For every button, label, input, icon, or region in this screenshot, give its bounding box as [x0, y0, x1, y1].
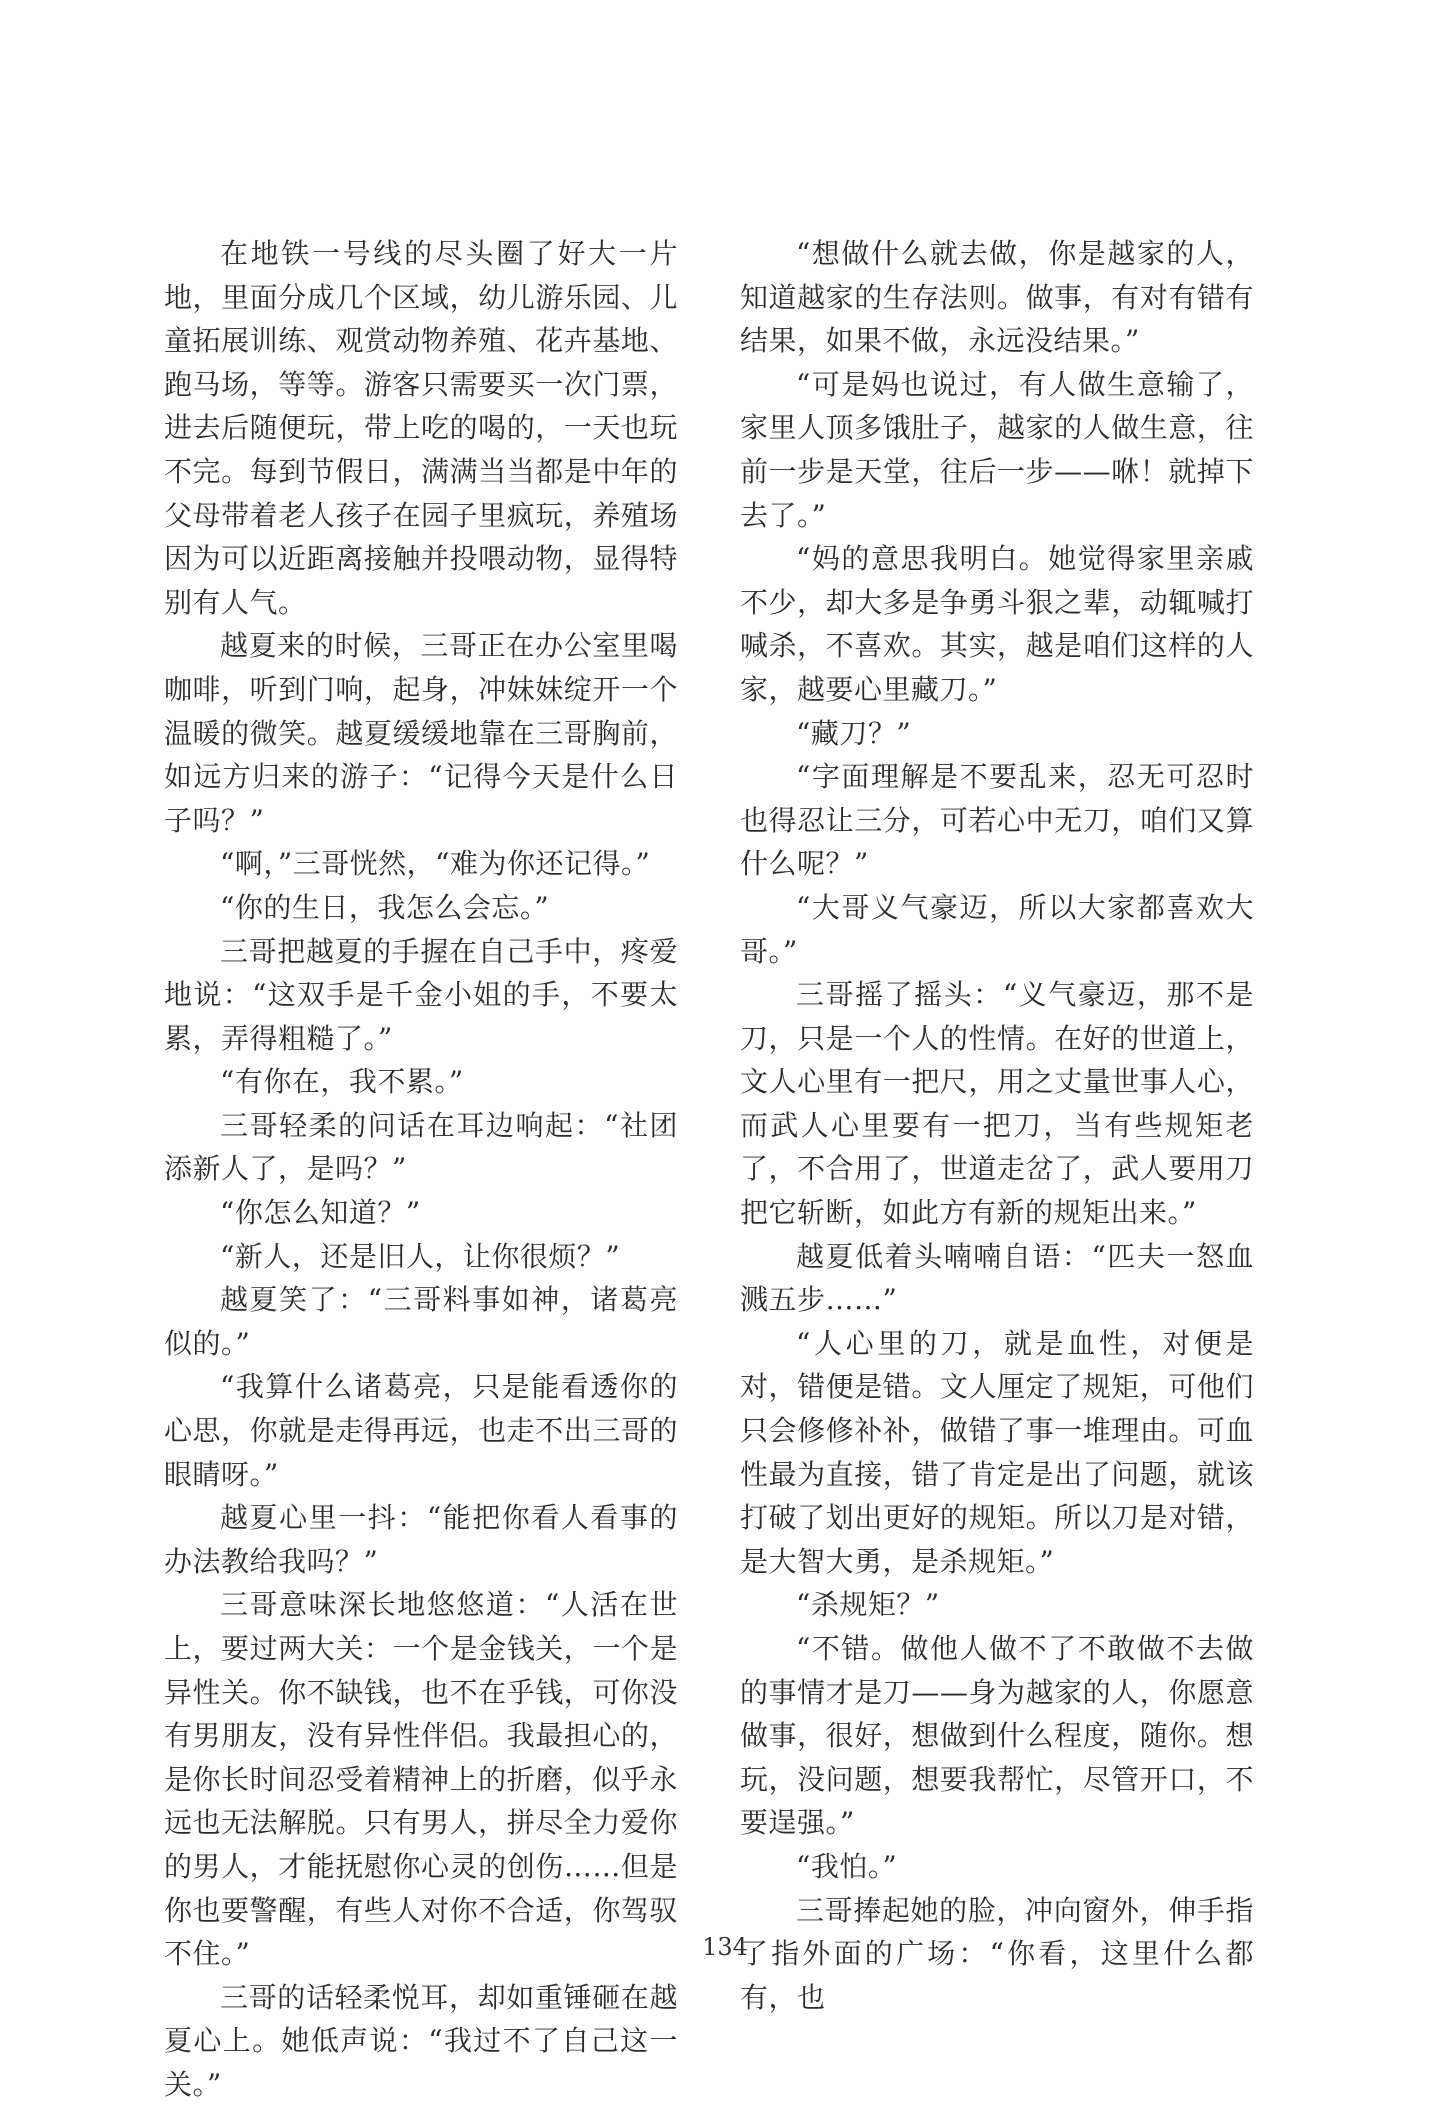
paragraph: 三哥的话轻柔悦耳，却如重锤砸在越夏心上。她低声说：“我过不了自己这一关。”	[164, 1980, 678, 2101]
paragraph: “藏刀？”	[796, 716, 912, 750]
paragraph: 三哥摇了摇头：“义气豪迈，那不是刀，只是一个人的性情。在好的世道上，文人心里有一把尺，用之丈量世事人心，而武人心里要有一把刀，当有些规矩老了，不合用了，世道走岔了，武人要用刀把它斩断，如此方有新的规矩出来。”	[740, 978, 1254, 1230]
paragraph: 三哥把越夏的手握在自己手中，疼爱地说：“这双手是千金小姐的手，不要太累，弄得粗糙了。”	[164, 934, 678, 1055]
paragraph: “大哥义气豪迈，所以大家都喜欢大哥。”	[740, 890, 1254, 968]
paragraph: 越夏笑了：“三哥料事如神，诸葛亮似的。”	[164, 1283, 678, 1360]
paragraph: 三哥捧起她的脸，冲向窗外，伸手指了指外面的广场：“你看，这里什么都有，也	[740, 1893, 1254, 2014]
paragraph: 在地铁一号线的尽头圈了好大一片地，里面分成几个区域，幼儿游乐园、儿童拓展训练、观赏动物养殖、花卉基地、跑马场，等等。游客只需要买一次门票，进去后随便玩，带上吃的喝的，一天也玩不完。每到节假日，满满当当都是中年的父母带着老人孩子在园子里疯玩，养殖场因为可以近距离接触并投喂动物，显得特别有人气。	[164, 237, 678, 619]
paragraph: “人心里的刀，就是血性，对便是对，错便是错。文人厘定了规矩，可他们只会修修补补，做错了事一堆理由。可血性最为直接，错了肯定是出了问题，就该打破了划出更好的规矩。所以刀是对错，是大智大勇，是杀规矩。”	[740, 1326, 1254, 1578]
paragraph: “可是妈也说过，有人做生意输了，家里人顶多饿肚子，越家的人做生意，往前一步是天堂，往后一步——咻！就掉下去了。”	[740, 367, 1254, 532]
paragraph: 越夏来的时候，三哥正在办公室里喝咖啡，听到门响，起身，冲妹妹绽开一个温暖的微笑。越夏缓缓地靠在三哥胸前，如远方归来的游子：“记得今天是什么日子吗？”	[164, 629, 678, 837]
paragraph: “啊，”三哥恍然，“难为你还记得。”	[220, 847, 651, 881]
paragraph: “字面理解是不要乱来，忍无可忍时也得忍让三分，可若心中无刀，咱们又算什么呢？”	[740, 760, 1254, 881]
paragraph: “有你在，我不累。”	[220, 1065, 464, 1099]
left-text-column	[164, 232, 678, 2107]
paragraph: 越夏低着头喃喃自语：“匹夫一怒血溅五步……”	[740, 1239, 1254, 1317]
page-number: 134	[702, 1933, 748, 1961]
paragraph: “你的生日，我怎么会忘。”	[220, 890, 550, 924]
paragraph: “不错。做他人做不了不敢做不去做的事情才是刀——身为越家的人，你愿意做事，很好，想做到什么程度，随你。想玩，没问题，想要我帮忙，尽管开口，不要逞强。”	[740, 1632, 1254, 1840]
paragraph: “我算什么诸葛亮，只是能看透你的心思，你就是走得再远，也走不出三哥的眼睛呀。”	[164, 1370, 678, 1491]
paragraph: “杀规矩？”	[796, 1588, 940, 1622]
paragraph: “新人，还是旧人，让你很烦？”	[220, 1239, 621, 1273]
paragraph: 三哥轻柔的问话在耳边响起：“社团添新人了，是吗？”	[164, 1108, 678, 1186]
paragraph: “想做什么就去做，你是越家的人，知道越家的生存法则。做事，有对有错有结果，如果不做，永远没结果。”	[740, 237, 1254, 358]
paragraph: 三哥意味深长地悠悠道：“人活在世上，要过两大关：一个是金钱关，一个是异性关。你不缺钱，也不在乎钱，可你没有男朋友，没有异性伴侣。我最担心的，是你长时间忍受着精神上的折磨，似乎永远也无法解脱。只有男人，拼尽全力爱你的男人，才能抚慰你心灵的创伤……但是你也要警醒，有些人对你不合适，你驾驭不住。”	[164, 1588, 678, 1971]
paragraph: “你怎么知道？”	[220, 1196, 421, 1230]
paragraph: “妈的意思我明白。她觉得家里亲戚不少，却大多是争勇斗狠之辈，动辄喊打喊杀，不喜欢。其实，越是咱们这样的人家，越要心里藏刀。”	[740, 542, 1254, 706]
paragraph: “我怕。”	[796, 1849, 898, 1883]
paragraph: 越夏心里一抖：“能把你看人看事的办法教给我吗？”	[164, 1501, 678, 1578]
right-text-column	[740, 232, 1254, 2019]
